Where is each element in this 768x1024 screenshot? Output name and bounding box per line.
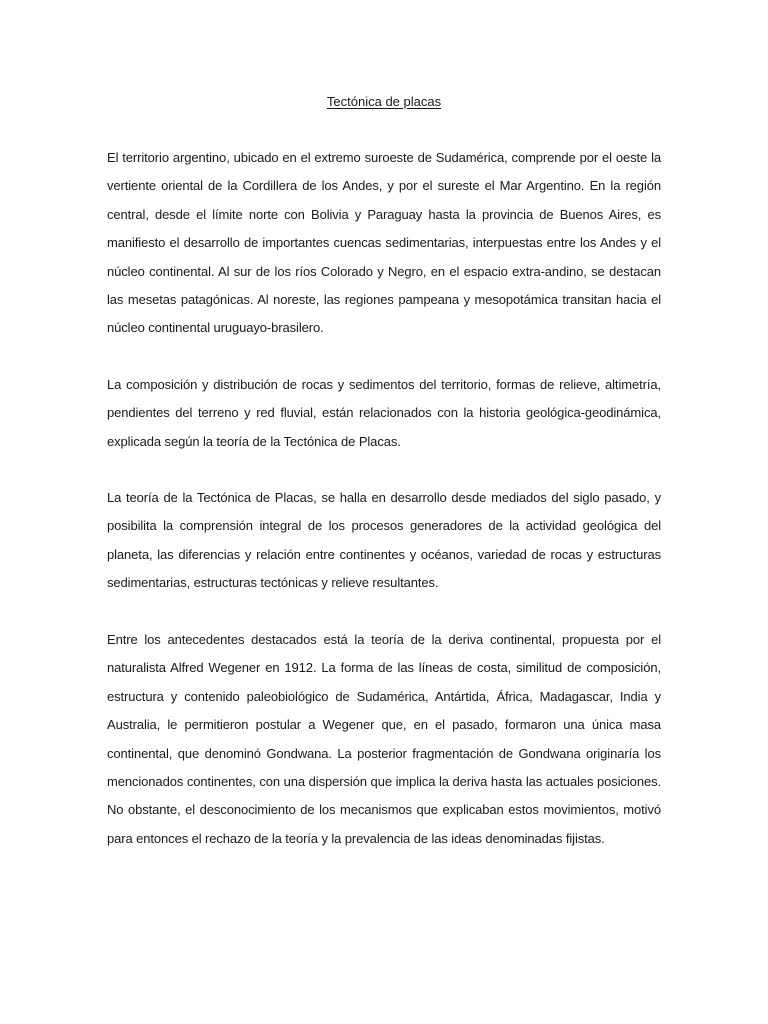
paragraph-rock-composition: La composición y distribución de rocas y sedimentos del territorio, formas de relieve, altimetría, pendientes del terreno y red fluvial, están relacionados con la historia geológica-geodinámica, explicada según la teoría de la Tectónica de Placas. (107, 377, 661, 449)
paragraph-continental-drift: Entre los antecedentes destacados está la teoría de la deriva continental, propuesta por el naturalista Alfred Wegener en 1912. La forma de las líneas de costa, similitud de composición, estructura y contenido paleobiológico de Sudamérica, Antártida, África, Madagascar, India y Australia, le permitieron postular a Wegener que, en el pasado, formaron una única masa continental, que denominó Gondwana. La posterior fragmentación de Gondwana originaría los mencionados continentes, con una dispersión que implica la deriva hasta las actuales posiciones. No obstante, el desconocimiento de los mecanismos que explicaban estos movimientos, motivó para entonces el rechazo de la teoría y la prevalencia de las ideas denominadas fijistas. (107, 632, 661, 846)
paragraph-plate-tectonics-theory: La teoría de la Tectónica de Placas, se halla en desarrollo desde mediados del siglo pasado, y posibilita la comprensión integral de los procesos generadores de la actividad geológica del planeta, las diferencias y relación entre continentes y océanos, variedad de rocas y estructuras sedimentarias, estructuras tectónicas y relieve resultantes. (107, 490, 661, 591)
document-title: Tectónica de placas (326, 94, 442, 109)
document-page (107, 0, 661, 1024)
paragraph-argentine-territory: El territorio argentino, ubicado en el extremo suroeste de Sudamérica, comprende por el oeste la vertiente oriental de la Cordillera de los Andes, y por el sureste el Mar Argentino. En la región central, desde el límite norte con Bolivia y Paraguay hasta la provincia de Buenos Aires, es manifiesto el desarrollo de importantes cuencas sedimentarias, interpuestas entre los Andes y el núcleo continental. Al sur de los ríos Colorado y Negro, en el espacio extra-andino, se destacan las mesetas patagónicas. Al noreste, las regiones pampeana y mesopotámica transitan hacia el núcleo continental uruguayo-brasilero. (107, 150, 661, 336)
